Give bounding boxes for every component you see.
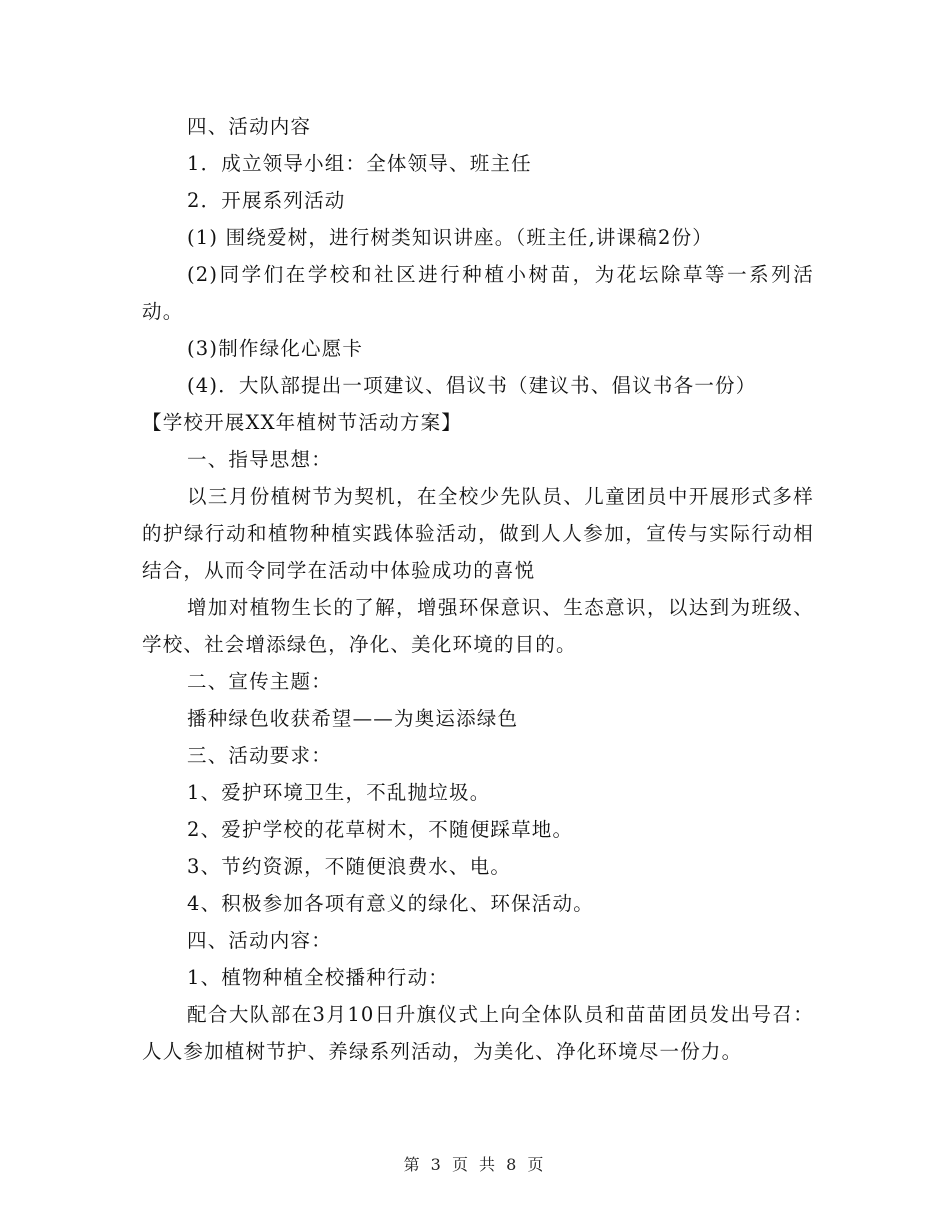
document-body (142, 108, 814, 1070)
list-item: (4)．大队部提出一项建议、倡议书（建议书、倡议书各一份） (187, 374, 757, 397)
section-heading: 一、指导思想： (187, 448, 332, 471)
section-heading: 四、活动内容： (187, 929, 332, 952)
section-heading: 二、宣传主题： (187, 670, 332, 693)
theme-text: 播种绿色收获希望——为奥运添绿色 (187, 707, 519, 730)
paragraph: 以三月份植树节为契机，在全校少先队员、儿童团员中开展形式多样的护绿行动和植物种植实践体验活动，做到人人参加，宣传与实际行动相结合，从而令同学在活动中体验成功的喜悦 (142, 485, 814, 582)
paragraph: 增加对植物生长的了解，增强环保意识、生态意识，以达到为班级、学校、社会增添绿色，净化、美化环境的目的。 (142, 596, 814, 656)
section-heading: 四、活动内容 (187, 115, 312, 138)
list-item: 3、节约资源，不随便浪费水、电。 (187, 855, 512, 878)
list-item: 4、积极参加各项有意义的绿化、环保活动。 (187, 892, 594, 915)
paragraph: 配合大队部在3月10日升旗仪式上向全体队员和苗苗团员发出号召：人人参加植树节护、养绿系列活动，为美化、净化环境尽一份力。 (142, 1003, 814, 1063)
list-item: (3)制作绿化心愿卡 (187, 337, 364, 360)
list-item: 2、爱护学校的花草树木，不随便踩草地。 (187, 818, 574, 841)
list-item: 1．成立领导小组：全体领导、班主任 (187, 152, 532, 175)
list-item: (1) 围绕爱树，进行树类知识讲座。（班主任,讲课稿2份） (187, 226, 713, 249)
document-title: 【学校开展XX年植树节活动方案】 (142, 411, 462, 434)
list-item: 1、爱护环境卫生，不乱抛垃圾。 (187, 781, 491, 804)
list-item: 2．开展系列活动 (187, 189, 346, 212)
paragraph: (2)同学们在学校和社区进行种植小树苗，为花坛除草等一系列活动。 (142, 263, 814, 323)
page-number: 第 3 页 共 8 页 (403, 1155, 547, 1174)
list-item: 1、植物种植全校播种行动： (187, 966, 450, 989)
section-heading: 三、活动要求： (187, 744, 332, 767)
